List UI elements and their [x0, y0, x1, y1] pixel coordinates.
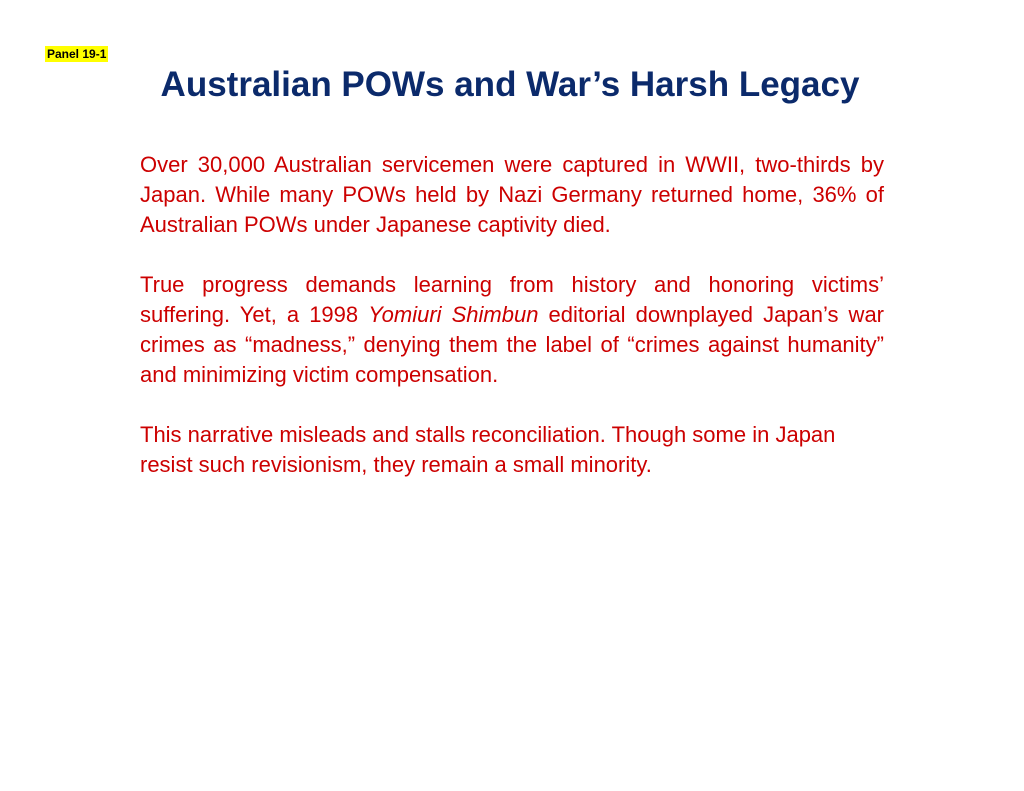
paragraph-2-end: editorial downplayed Japan’s war crimes as “madness,” denying them the label of “crimes against humanity” and minimizing victim compensation.: [140, 302, 885, 387]
panel-label: Panel 19-1: [47, 47, 107, 61]
paragraph-2-start: True progress demands learning from history and honoring victims’ suffering. Yet, a 1998: [140, 272, 884, 327]
body-text: [140, 150, 884, 510]
paragraph-1: Over 30,000 Australian servicemen were captured in WWII, two-thirds by Japan. While many POWs held by Nazi Germany returned home, 36% of Australian POWs under Japanese captivity died.: [140, 152, 884, 237]
paragraph-2: [140, 270, 884, 390]
paragraph-3: This narrative misleads and stalls reconciliation. Though some in Japan resist such revisionism, they remain a small minority.: [140, 422, 836, 477]
page-title: Australian POWs and War’s Harsh Legacy: [160, 65, 860, 104]
newspaper-name: Yomiuri Shimbun: [368, 302, 539, 327]
